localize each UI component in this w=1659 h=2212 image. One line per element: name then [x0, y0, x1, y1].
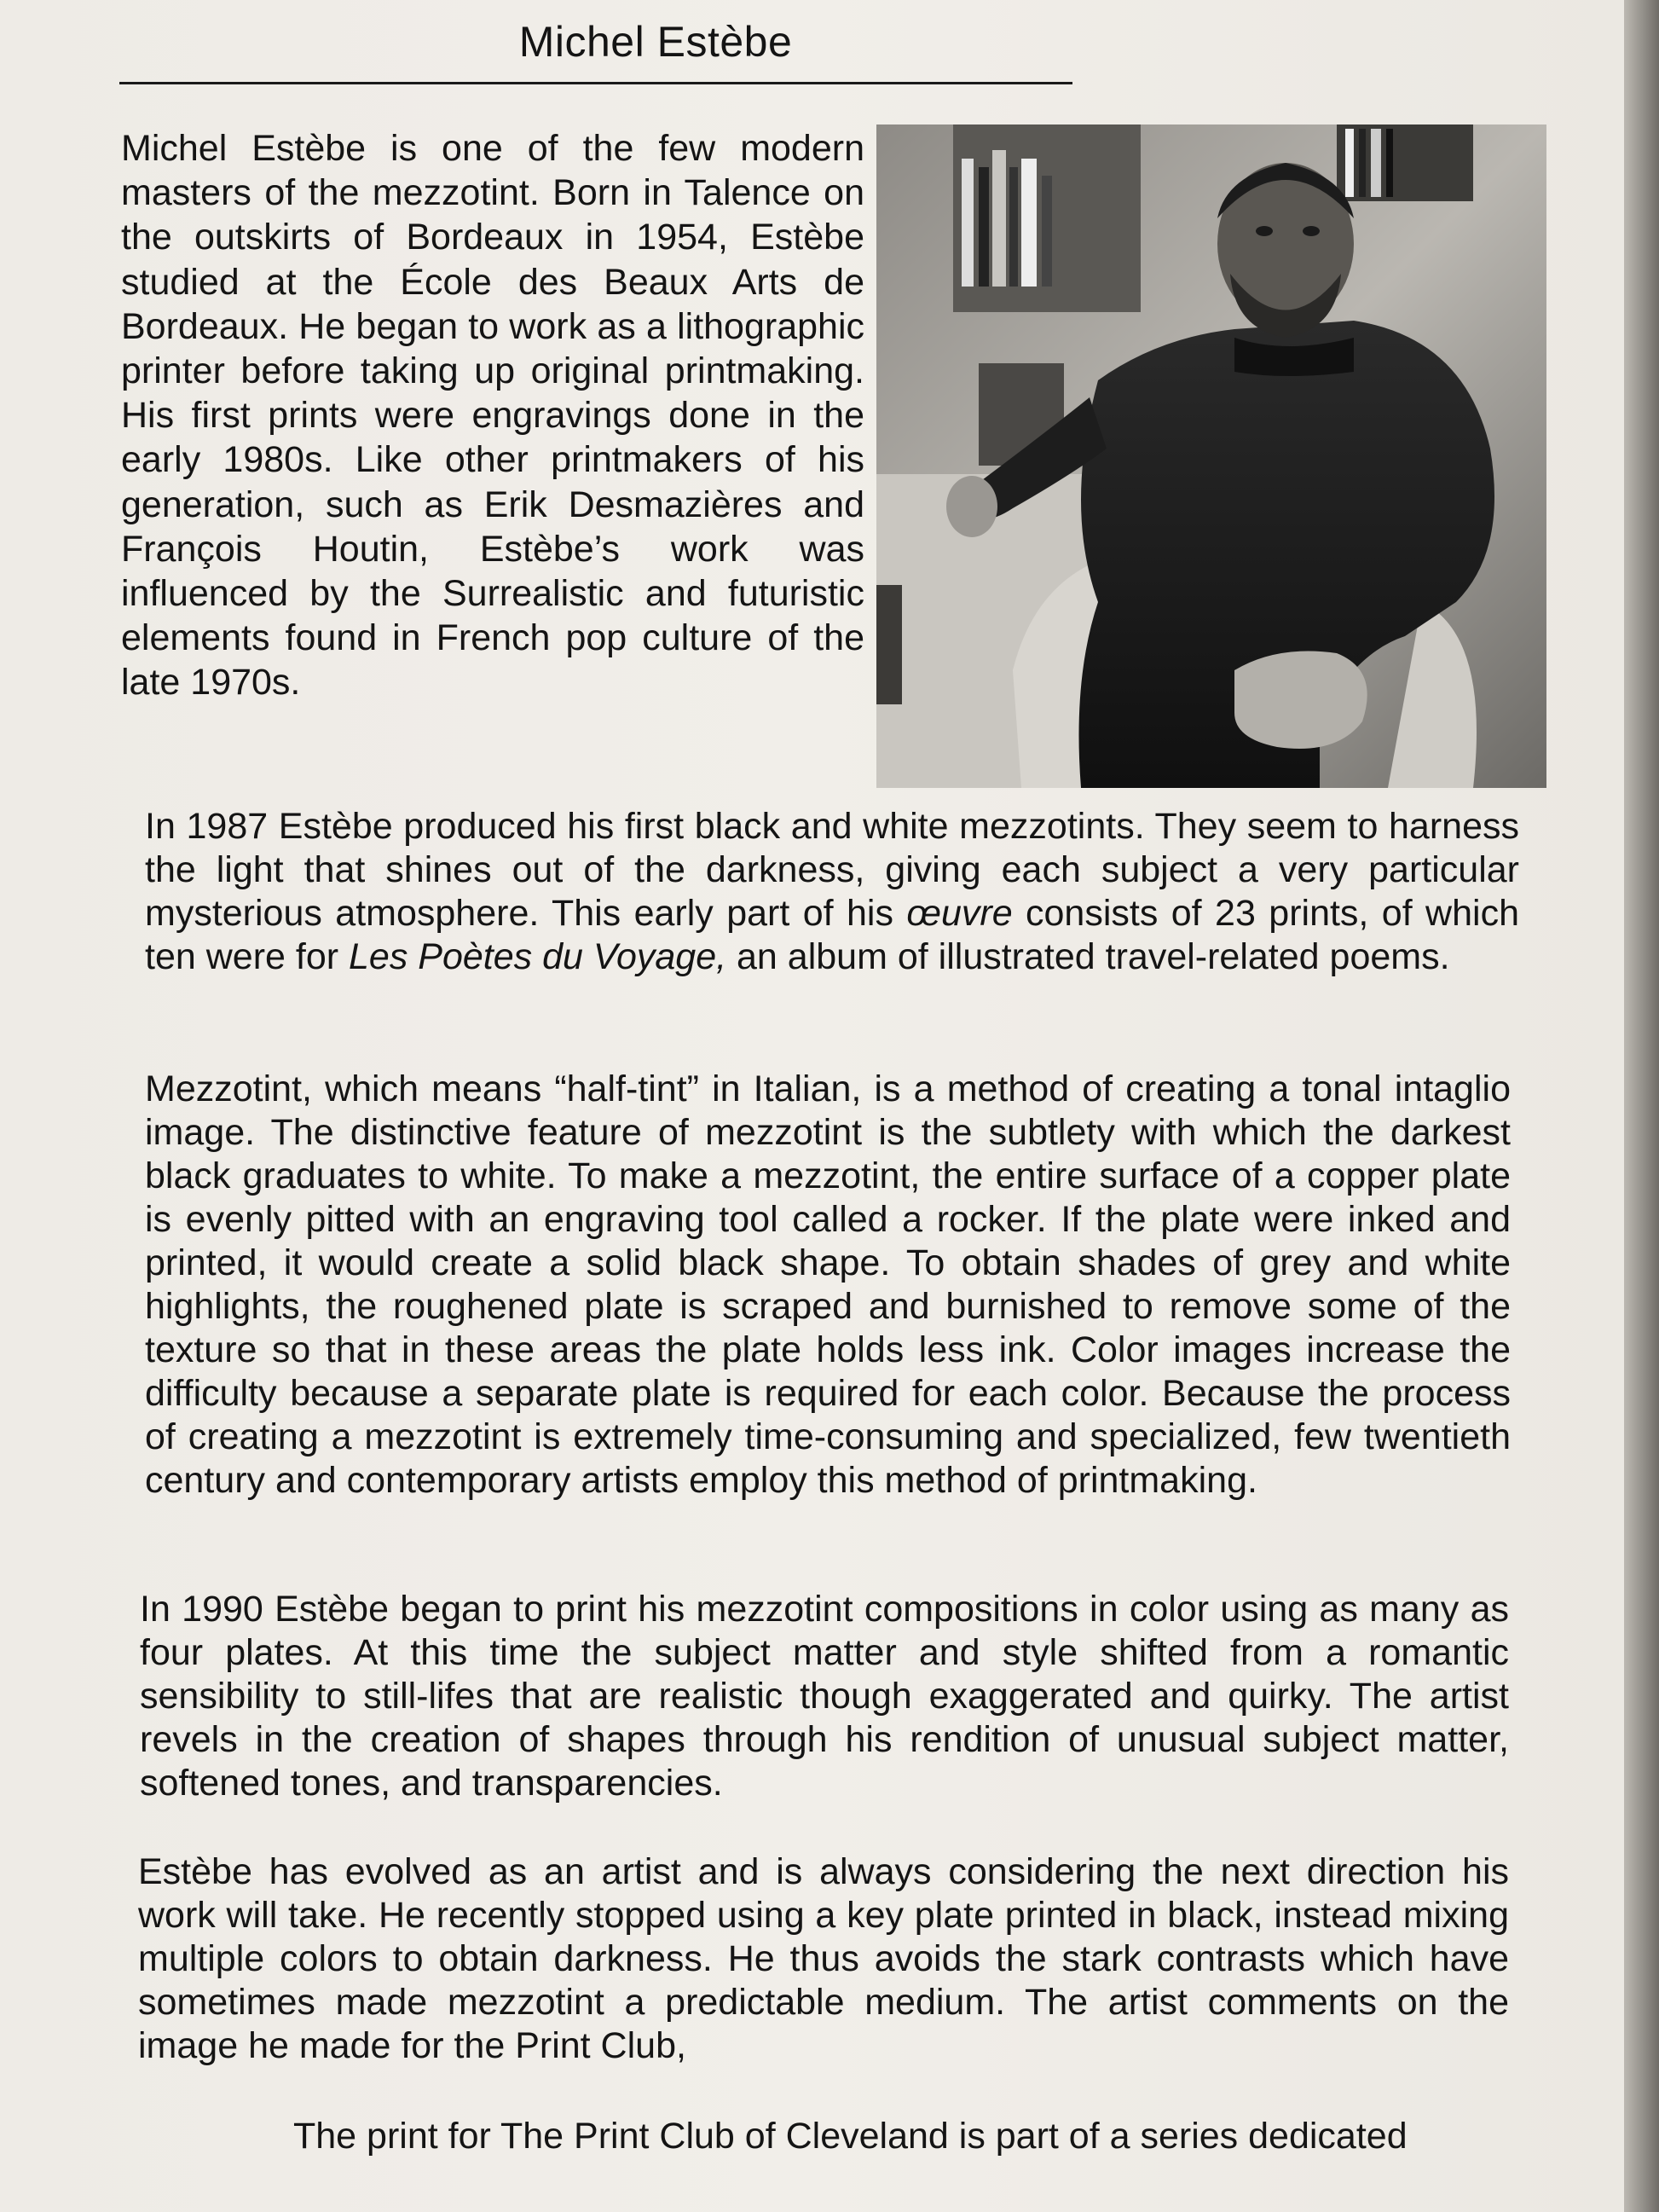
artist-portrait-photo: [876, 124, 1546, 788]
paragraph-early-mezzotints: [145, 805, 1519, 979]
para1-italic-album-title: Les Poètes du Voyage,: [349, 936, 727, 977]
para1-text-c: an album of illustrated travel-related poems.: [726, 936, 1450, 977]
intro-paragraph: Michel Estèbe is one of the few modern masters of the mezzotint. Born in Talence on the outskirts of Bordeaux in 1954, Estèbe studied at the École des Beaux Arts de Bordeaux. He began to work as a lithographic printer before taking up original printmaking. His first prints were engravings done in the early 1980s. Like other printmakers of his generation, such as Erik Desmazières and François Houtin, Estèbe’s work was influenced by the Surrealistic and futuristic elements found in French pop culture of the late 1970s.: [121, 128, 864, 704]
paragraph-color-work: In 1990 Estèbe began to print his mezzotint compositions in color using as many as four plates. At this time the subject matter and style shifted from a romantic sensibility to still-lifes that are realistic though exaggerated and quirky. The artist revels in the creation of shapes through his rendition of unusual subject matter, softened tones, and transparencies.: [140, 1589, 1509, 1804]
page-title: Michel Estèbe: [518, 18, 793, 66]
para1-text-b: consists of 23 prints, of which ten were for: [145, 893, 1519, 977]
portrait-illustration: [876, 124, 1546, 788]
paragraph-mezzotint-definition: Mezzotint, which means “half-tint” in Italian, is a method of creating a tonal intaglio image. The distinctive feature of mezzotint is the subtlety with which the darkest black graduates to white. To make a mezzotint, the entire surface of a copper plate is evenly pitted with an engraving tool called a rocker. If the plate were inked and printed, it would create a solid black shape. To obtain shades of grey and white highlights, the roughened plate is scraped and burnished to remove some of the texture so that in these areas the plate holds less ink. Color images increase the difficulty because a separate plate is required for each color. Because the process of creating a mezzotint is extremely time-consuming and specialized, few twentieth century and contemporary artists employ this method of printmaking.: [145, 1068, 1511, 1501]
page-edge-shadow: [1624, 0, 1659, 2212]
paragraph-quote-start: The print for The Print Club of Cleveland is part of a series dedicated: [293, 2116, 1408, 2157]
page-header: [119, 15, 1072, 84]
paragraph-evolution: Estèbe has evolved as an artist and is always considering the next direction his work will take. He recently stopped using a key plate printed in black, instead mixing multiple colors to obtain darkness. He thus avoids the stark contrasts which have sometimes made mezzotint a predictable medium. The artist comments on the image he made for the Print Club,: [138, 1851, 1509, 2066]
para1-italic-oeuvre: œuvre: [906, 893, 1013, 934]
para1-text-a: In 1987 Estèbe produced his first black and white mezzotints. They seem to harness the light that shines out of the darkness, giving each subject a very particular mysterious atmosphere. This early part of his: [145, 806, 1519, 934]
